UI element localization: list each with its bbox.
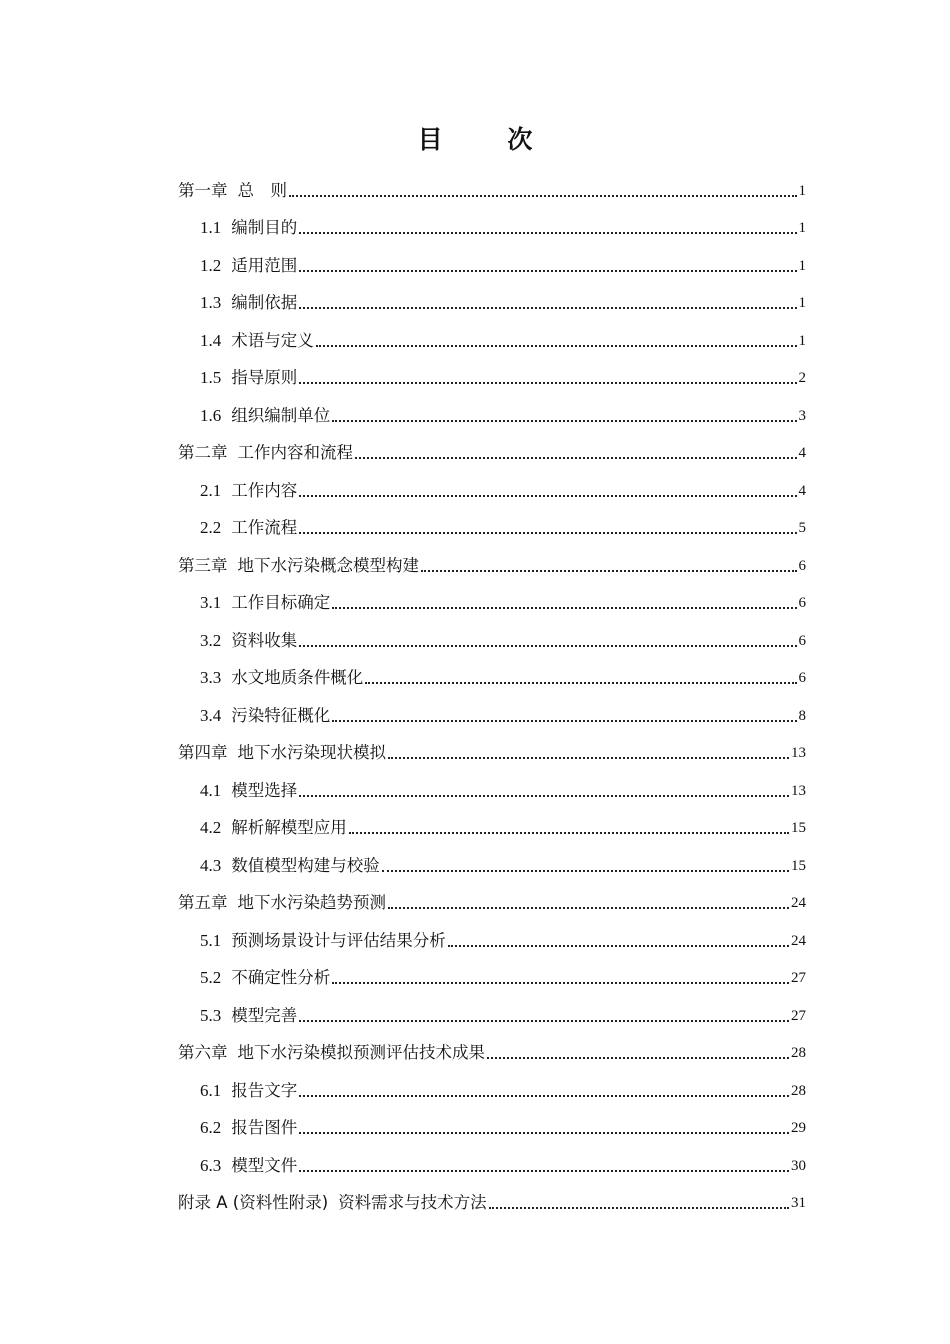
- page-number: 6: [798, 632, 806, 649]
- toc-section-entry[interactable]: [178, 954, 806, 992]
- page-number: 30: [791, 1157, 806, 1174]
- section-number: 3.3: [200, 668, 222, 687]
- toc-chapter-entry[interactable]: [178, 879, 806, 917]
- page-number: 8: [798, 707, 806, 724]
- dot-leader: [299, 1169, 789, 1172]
- page-number: 1: [798, 220, 806, 236]
- section-number: 3.4: [200, 705, 222, 725]
- toc-section-entry[interactable]: [178, 279, 806, 317]
- section-number: 4.1: [200, 780, 222, 800]
- page-title: 目 次: [417, 125, 561, 154]
- dot-leader: [299, 231, 796, 234]
- dot-leader: [299, 494, 796, 497]
- dot-leader: [299, 644, 796, 647]
- entry-title: 工作流程: [231, 518, 298, 537]
- dot-leader: [299, 306, 796, 309]
- toc-chapter-entry[interactable]: [178, 729, 806, 767]
- page-number: 29: [791, 1120, 806, 1136]
- entry-title: 术语与定义: [231, 330, 314, 350]
- entry-title: 资料需求与技术方法: [338, 1193, 487, 1212]
- entry-title: 地下水污染概念模型构建: [237, 555, 419, 575]
- section-number: 3.1: [200, 593, 222, 612]
- section-number: 6.2: [200, 1118, 222, 1137]
- entry-title: 模型文件: [231, 1155, 298, 1175]
- entry-title: 组织编制单位: [231, 405, 331, 425]
- page-number: 24: [791, 895, 806, 911]
- dot-leader: [448, 944, 789, 947]
- page-number: 28: [791, 1082, 806, 1099]
- dot-leader: [332, 419, 796, 422]
- dot-leader: [299, 1094, 789, 1097]
- toc-section-entry[interactable]: [178, 616, 806, 654]
- page-number: 6: [798, 557, 806, 574]
- dot-leader: [299, 269, 796, 272]
- page-number: 1: [798, 332, 806, 349]
- toc-section-entry[interactable]: [178, 916, 806, 954]
- page-number: 28: [791, 1045, 806, 1061]
- page-number: 5: [798, 520, 806, 536]
- chapter-label: 第六章: [178, 1043, 228, 1062]
- dot-leader: [355, 456, 797, 459]
- section-number: 1.4: [200, 330, 222, 350]
- dot-leader: [382, 869, 789, 872]
- page-number: 24: [791, 932, 806, 949]
- entry-title: 总 则: [237, 180, 287, 200]
- page-number: 13: [791, 782, 806, 799]
- dot-leader: [365, 681, 796, 684]
- chapter-label: 第五章: [178, 893, 228, 912]
- entry-title: 指导原则: [231, 368, 298, 387]
- toc-section-entry[interactable]: [178, 991, 806, 1029]
- toc-section-entry[interactable]: [178, 1066, 806, 1104]
- section-number: 1.6: [200, 405, 222, 425]
- page-number: 2: [798, 370, 806, 386]
- dot-leader: [388, 756, 789, 759]
- section-number: 5.2: [200, 968, 222, 987]
- section-number: 1.1: [200, 218, 222, 237]
- section-number: 1.5: [200, 368, 222, 387]
- section-number: 1.2: [200, 255, 222, 275]
- entry-title: 污染特征概化: [231, 705, 331, 725]
- dot-leader: [316, 344, 797, 347]
- page-number: 4: [798, 445, 806, 461]
- dot-leader: [487, 1056, 789, 1059]
- page-number: 13: [791, 745, 806, 761]
- entry-title: 地下水污染现状模拟: [237, 743, 386, 762]
- dot-leader: [332, 606, 796, 609]
- entry-title: 工作内容和流程: [237, 443, 353, 462]
- section-number: 3.2: [200, 630, 222, 650]
- table-of-contents: [178, 166, 806, 1216]
- entry-title: 模型选择: [231, 780, 298, 800]
- chapter-label: 第四章: [178, 743, 228, 762]
- section-number: 4.3: [200, 855, 222, 875]
- toc-section-entry[interactable]: [178, 316, 806, 354]
- toc-chapter-entry[interactable]: [178, 166, 806, 204]
- dot-leader: [332, 719, 796, 722]
- toc-section-entry[interactable]: [178, 241, 806, 279]
- page-number: 27: [791, 1007, 806, 1024]
- entry-title: 工作内容: [231, 480, 298, 500]
- section-number: 5.3: [200, 1005, 222, 1025]
- toc-section-entry[interactable]: [178, 204, 806, 242]
- dot-leader: [299, 1131, 789, 1134]
- toc-section-entry[interactable]: [178, 804, 806, 842]
- page-number: 15: [791, 820, 806, 836]
- section-number: 4.2: [200, 818, 222, 837]
- chapter-label: 第三章: [178, 555, 228, 575]
- entry-title: 工作目标确定: [231, 593, 331, 612]
- toc-chapter-entry[interactable]: [178, 1029, 806, 1067]
- chapter-label: 附录 A (资料性附录): [178, 1193, 329, 1212]
- page-number: 1: [798, 257, 806, 274]
- dot-leader: [299, 531, 796, 534]
- toc-section-entry[interactable]: [178, 391, 806, 429]
- toc-section-entry[interactable]: [178, 466, 806, 504]
- page-number: 6: [798, 595, 806, 611]
- page-number: 6: [798, 670, 806, 686]
- page-number: 1: [798, 295, 806, 311]
- page-number: 1: [798, 182, 806, 199]
- dot-leader: [388, 906, 789, 909]
- dot-leader: [489, 1206, 789, 1209]
- page-number: 31: [791, 1195, 806, 1211]
- page-number: 15: [791, 857, 806, 874]
- dot-leader: [299, 1019, 789, 1022]
- dot-leader: [299, 794, 789, 797]
- entry-title: 地下水污染趋势预测: [237, 893, 386, 912]
- dot-leader: [289, 194, 797, 197]
- entry-title: 报告图件: [231, 1118, 298, 1137]
- toc-section-entry[interactable]: [178, 504, 806, 542]
- toc-section-entry[interactable]: [178, 1104, 806, 1142]
- dot-leader: [421, 569, 797, 572]
- entry-title: 地下水污染模拟预测评估技术成果: [237, 1043, 485, 1062]
- dot-leader: [332, 981, 789, 984]
- section-number: 6.1: [200, 1080, 222, 1100]
- entry-title: 报告文字: [231, 1080, 298, 1100]
- section-number: 2.1: [200, 480, 222, 500]
- page-number: 4: [798, 482, 806, 499]
- dot-leader: [349, 831, 789, 834]
- section-number: 5.1: [200, 930, 222, 950]
- toc-chapter-entry[interactable]: [178, 1179, 806, 1217]
- entry-title: 编制依据: [231, 293, 298, 312]
- toc-chapter-entry[interactable]: [178, 541, 806, 579]
- toc-section-entry[interactable]: [178, 841, 806, 879]
- entry-title: 适用范围: [231, 255, 298, 275]
- toc-section-entry[interactable]: [178, 766, 806, 804]
- entry-title: 解析解模型应用: [231, 818, 347, 837]
- toc-section-entry[interactable]: [178, 654, 806, 692]
- entry-title: 数值模型构建与校验: [231, 855, 380, 875]
- toc-chapter-entry[interactable]: [178, 429, 806, 467]
- toc-section-entry[interactable]: [178, 354, 806, 392]
- entry-title: 编制目的: [231, 218, 298, 237]
- dot-leader: [299, 381, 796, 384]
- page-number: 27: [791, 970, 806, 986]
- entry-title: 预测场景设计与评估结果分析: [231, 930, 446, 950]
- toc-section-entry[interactable]: [178, 691, 806, 729]
- entry-title: 水文地质条件概化: [231, 668, 364, 687]
- toc-section-entry[interactable]: [178, 579, 806, 617]
- chapter-label: 第二章: [178, 443, 228, 462]
- entry-title: 不确定性分析: [231, 968, 331, 987]
- page-number: 3: [798, 407, 806, 424]
- section-number: 1.3: [200, 293, 222, 312]
- section-number: 6.3: [200, 1155, 222, 1175]
- section-number: 2.2: [200, 518, 222, 537]
- entry-title: 模型完善: [231, 1005, 298, 1025]
- toc-section-entry[interactable]: [178, 1141, 806, 1179]
- chapter-label: 第一章: [178, 180, 228, 200]
- entry-title: 资料收集: [231, 630, 298, 650]
